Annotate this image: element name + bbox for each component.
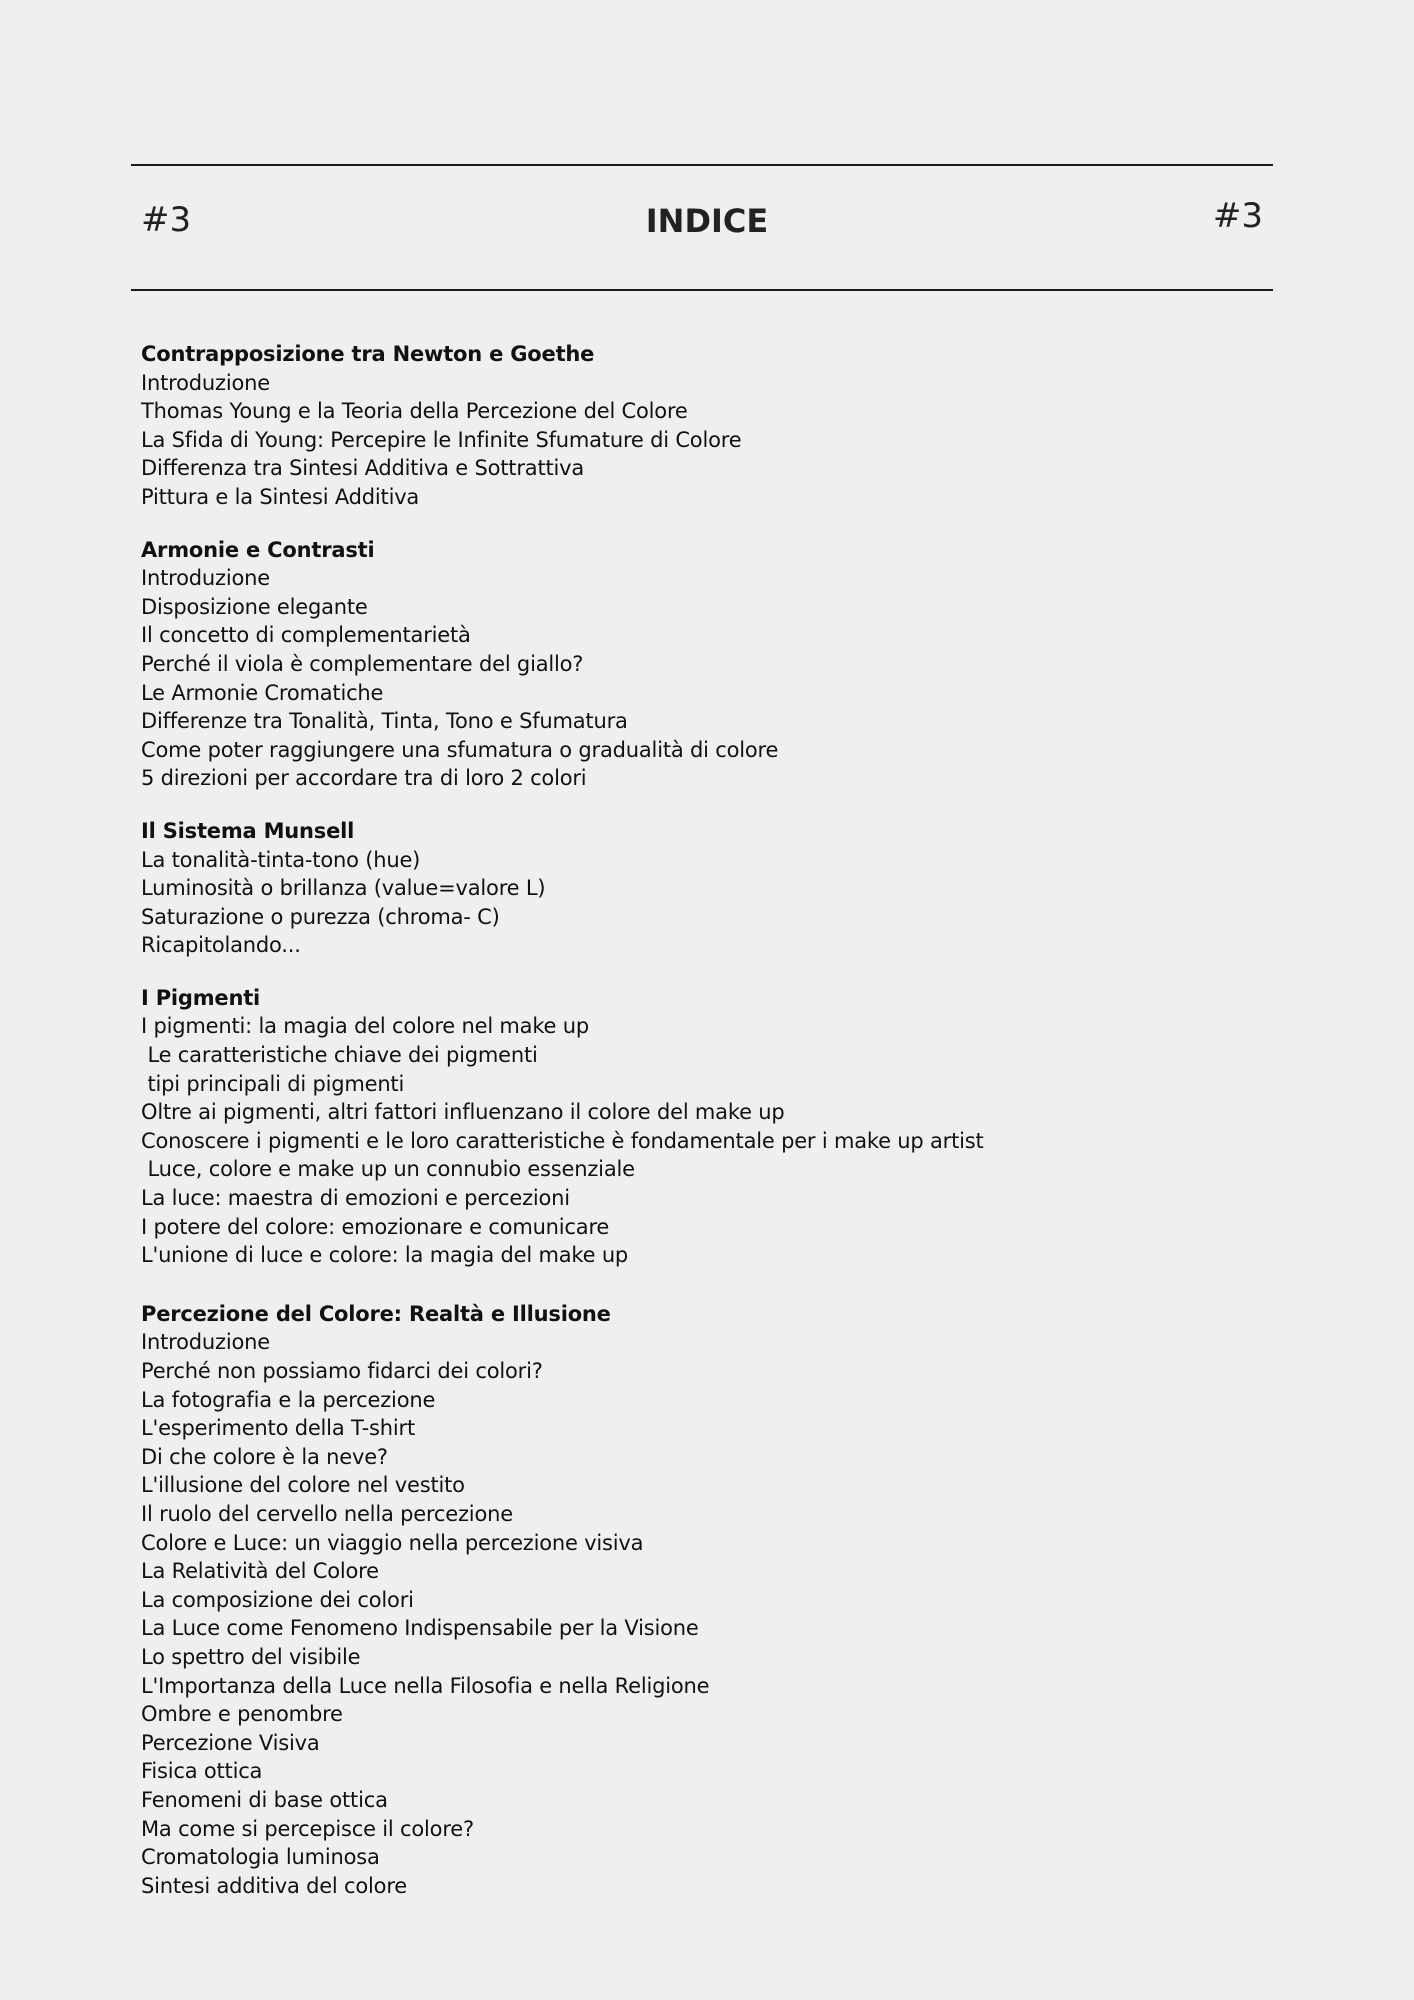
- toc-item: 5 direzioni per accordare tra di loro 2 colori: [141, 766, 587, 791]
- toc-item: Lo spettro del visibile: [141, 1644, 361, 1669]
- toc-item: La tonalità-tinta-tono (hue): [141, 847, 421, 872]
- toc-item: Cromatologia luminosa: [141, 1845, 380, 1870]
- header-bottom-rule: [131, 289, 1273, 291]
- toc-item: I potere del colore: emozionare e comunicare: [141, 1214, 610, 1239]
- toc-item: Colore e Luce: un viaggio nella percezione visiva: [141, 1530, 644, 1555]
- toc-item: Ombre e penombre: [141, 1702, 343, 1727]
- toc-item: Thomas Young e la Teoria della Percezione del Colore: [141, 399, 688, 424]
- toc-item: Disposizione elegante: [141, 594, 368, 619]
- toc-item: Ma come si percepisce il colore?: [141, 1816, 474, 1841]
- toc-item: La fotografia e la percezione: [141, 1387, 436, 1412]
- toc-item: Sintesi additiva del colore: [141, 1873, 408, 1898]
- toc-item: Fenomeni di base ottica: [141, 1787, 388, 1812]
- toc-item: L'esperimento della T-shirt: [141, 1416, 415, 1441]
- toc-item: Oltre ai pigmenti, altri fattori influenzano il colore del make up: [141, 1100, 785, 1125]
- toc-section: [141, 984, 1271, 1270]
- toc-item: La luce: maestra di emozioni e percezioni: [141, 1186, 570, 1211]
- header-left-number: #3: [141, 200, 192, 240]
- toc-item: Introduzione: [141, 1330, 270, 1355]
- toc-item: Differenze tra Tonalità, Tinta, Tono e Sfumatura: [141, 709, 628, 734]
- toc-item: Introduzione: [141, 566, 270, 591]
- toc-item: Le caratteristiche chiave dei pigmenti: [141, 1043, 538, 1068]
- toc-item: Perché il viola è complementare del giallo?: [141, 651, 584, 676]
- toc-item: Pittura e la Sintesi Additiva: [141, 484, 420, 509]
- toc-item: La composizione dei colori: [141, 1587, 414, 1612]
- toc-section-title: Armonie e Contrasti: [141, 537, 375, 562]
- toc-section: [141, 1300, 1271, 1900]
- toc-section: [141, 536, 1271, 793]
- toc-section-title: I Pigmenti: [141, 985, 261, 1010]
- toc-item: Le Armonie Cromatiche: [141, 680, 384, 705]
- toc-item: Ricapitolando...: [141, 933, 301, 958]
- toc-item: Differenza tra Sintesi Additiva e Sottrattiva: [141, 456, 585, 481]
- toc-item: L'Importanza della Luce nella Filosofia e nella Religione: [141, 1673, 710, 1698]
- toc-item: Saturazione o purezza (chroma- C): [141, 904, 500, 929]
- toc-item: Di che colore è la neve?: [141, 1444, 388, 1469]
- toc-item: Introduzione: [141, 370, 270, 395]
- toc-item: Luminosità o brillanza (value=valore L): [141, 876, 546, 901]
- toc-item: Il concetto di complementarietà: [141, 623, 471, 648]
- toc-section-title: Percezione del Colore: Realtà e Illusione: [141, 1301, 611, 1326]
- toc-item: Fisica ottica: [141, 1759, 263, 1784]
- toc-section-title: Il Sistema Munsell: [141, 818, 355, 843]
- header-top-rule: [131, 164, 1273, 166]
- toc-item: La Sfida di Young: Percepire le Infinite Sfumature di Colore: [141, 427, 742, 452]
- toc-item: Come poter raggiungere una sfumatura o gradualità di colore: [141, 737, 779, 762]
- table-of-contents: [141, 340, 1271, 1900]
- toc-item: Conoscere i pigmenti e le loro caratteristiche è fondamentale per i make up artist: [141, 1128, 984, 1153]
- toc-item: La Relatività del Colore: [141, 1559, 379, 1584]
- toc-section: [141, 817, 1271, 960]
- page-title: INDICE: [645, 202, 769, 240]
- toc-item: tipi principali di pigmenti: [141, 1071, 405, 1096]
- toc-item: Il ruolo del cervello nella percezione: [141, 1501, 513, 1526]
- toc-section: [141, 340, 1271, 512]
- toc-item: I pigmenti: la magia del colore nel make up: [141, 1014, 589, 1039]
- toc-item: Percezione Visiva: [141, 1730, 320, 1755]
- toc-item: Perché non possiamo fidarci dei colori?: [141, 1359, 543, 1383]
- toc-item: L'illusione del colore nel vestito: [141, 1473, 465, 1498]
- toc-section-title: Contrapposizione tra Newton e Goethe: [141, 342, 595, 366]
- toc-item: La Luce come Fenomeno Indispensabile per la Visione: [141, 1616, 699, 1641]
- header-right-number: #3: [1212, 196, 1263, 236]
- toc-item: Luce, colore e make up un connubio essenziale: [141, 1157, 635, 1182]
- toc-item: L'unione di luce e colore: la magia del make up: [141, 1243, 629, 1268]
